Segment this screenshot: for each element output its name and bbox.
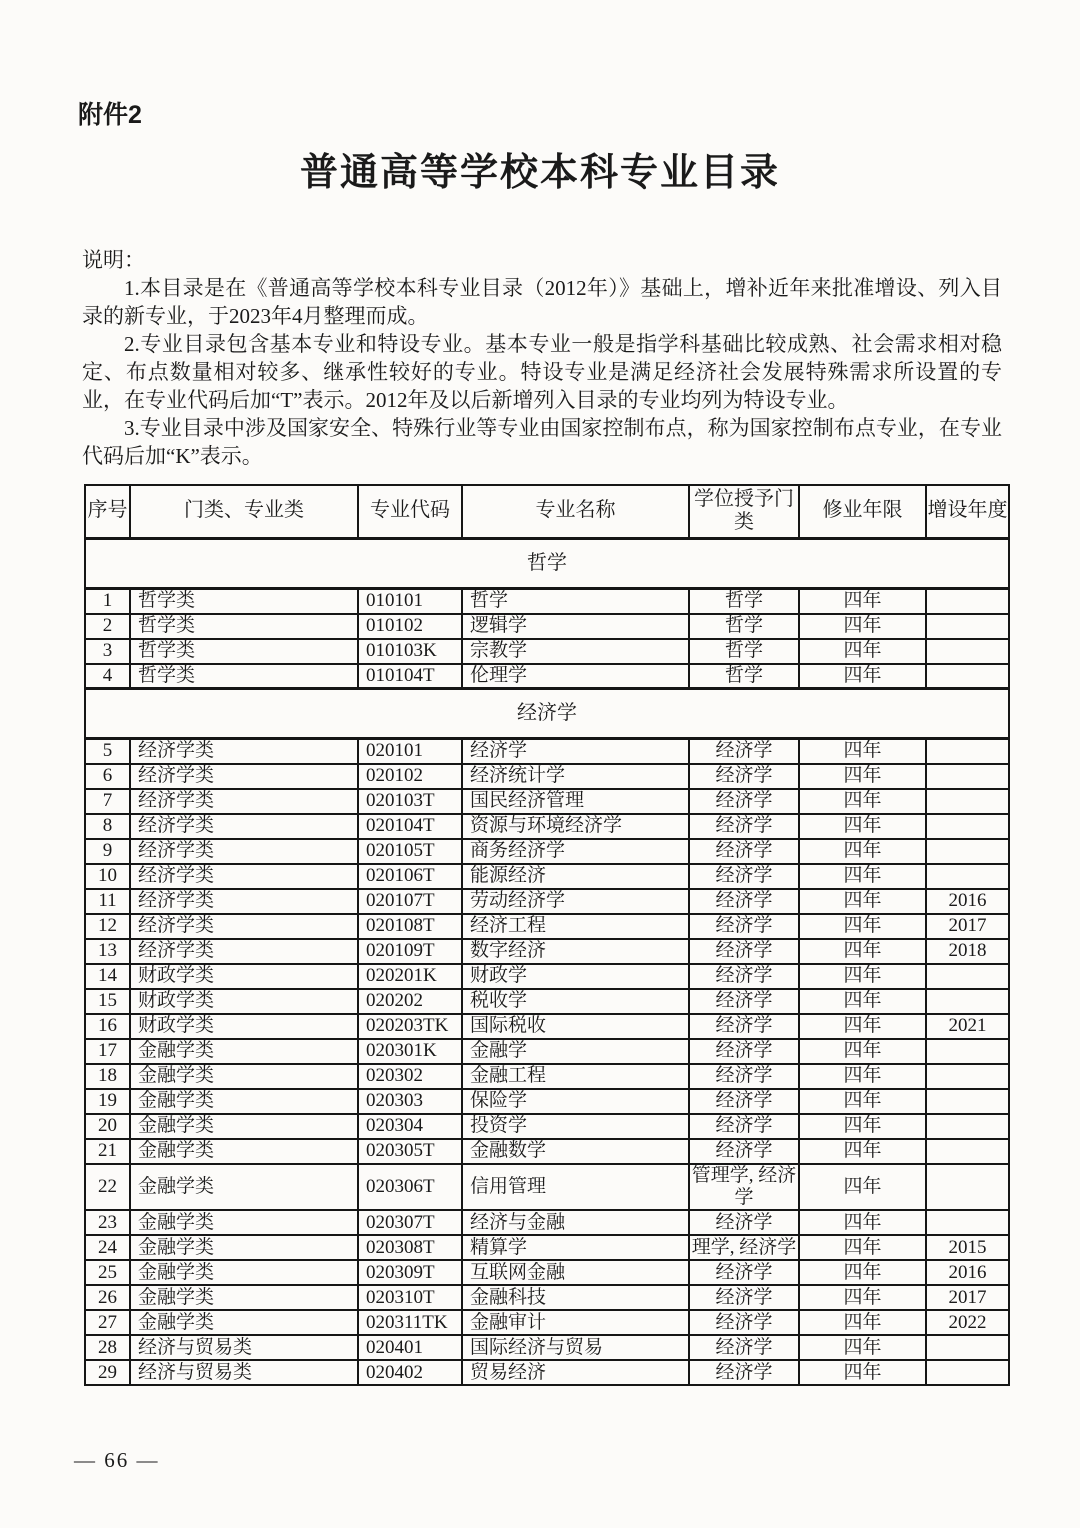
cell-added	[926, 1210, 1009, 1235]
cell-added	[926, 1139, 1009, 1164]
cell-no: 21	[85, 1139, 130, 1164]
table-row	[85, 1235, 1009, 1260]
cell-added: 2018	[926, 939, 1009, 964]
cell-added	[926, 864, 1009, 889]
cell-degree: 经济学	[689, 1089, 799, 1114]
cell-years: 四年	[799, 1310, 926, 1335]
cell-no: 10	[85, 864, 130, 889]
cell-no: 17	[85, 1039, 130, 1064]
cell-degree: 管理学, 经济学	[689, 1164, 799, 1211]
cell-no: 16	[85, 1014, 130, 1039]
cell-category: 金融学类	[130, 1039, 358, 1064]
cell-code: 020309T	[358, 1260, 462, 1285]
table-row	[85, 1014, 1009, 1039]
cell-major: 哲学	[462, 589, 689, 614]
cell-degree: 经济学	[689, 889, 799, 914]
cell-category: 财政学类	[130, 989, 358, 1014]
table-header-row	[85, 485, 1009, 539]
table-row	[85, 614, 1009, 639]
cell-added	[926, 989, 1009, 1014]
cell-years: 四年	[799, 789, 926, 814]
cell-no: 19	[85, 1089, 130, 1114]
cell-category: 金融学类	[130, 1064, 358, 1089]
table-row	[85, 789, 1009, 814]
cell-code: 020307T	[358, 1210, 462, 1235]
cell-major: 经济工程	[462, 914, 689, 939]
cell-major: 贸易经济	[462, 1360, 689, 1385]
cell-years: 四年	[799, 1210, 926, 1235]
cell-years: 四年	[799, 914, 926, 939]
table-row	[85, 739, 1009, 764]
cell-years: 四年	[799, 739, 926, 764]
majors-table	[84, 484, 1010, 1387]
cell-years: 四年	[799, 1260, 926, 1285]
cell-category: 金融学类	[130, 1089, 358, 1114]
cell-no: 18	[85, 1064, 130, 1089]
cell-code: 020107T	[358, 889, 462, 914]
cell-no: 15	[85, 989, 130, 1014]
table-row	[85, 889, 1009, 914]
cell-degree: 哲学	[689, 639, 799, 664]
cell-major: 资源与环境经济学	[462, 814, 689, 839]
cell-code: 020306T	[358, 1164, 462, 1211]
section-title: 哲学	[85, 539, 1009, 589]
cell-years: 四年	[799, 1335, 926, 1360]
cell-major: 商务经济学	[462, 839, 689, 864]
col-header-years: 修业年限	[799, 485, 926, 539]
cell-category: 财政学类	[130, 964, 358, 989]
cell-code: 020201K	[358, 964, 462, 989]
table-row	[85, 1335, 1009, 1360]
cell-degree: 经济学	[689, 864, 799, 889]
cell-degree: 经济学	[689, 739, 799, 764]
cell-no: 22	[85, 1164, 130, 1211]
cell-major: 互联网金融	[462, 1260, 689, 1285]
cell-degree: 经济学	[689, 1114, 799, 1139]
cell-category: 金融学类	[130, 1139, 358, 1164]
cell-years: 四年	[799, 664, 926, 689]
cell-added	[926, 764, 1009, 789]
cell-added	[926, 1114, 1009, 1139]
cell-category: 经济学类	[130, 764, 358, 789]
cell-major: 金融学	[462, 1039, 689, 1064]
table-row	[85, 1139, 1009, 1164]
cell-no: 2	[85, 614, 130, 639]
table-row	[85, 1089, 1009, 1114]
cell-category: 经济学类	[130, 889, 358, 914]
table-row	[85, 1039, 1009, 1064]
cell-major: 能源经济	[462, 864, 689, 889]
cell-degree: 理学, 经济学	[689, 1235, 799, 1260]
cell-category: 金融学类	[130, 1310, 358, 1335]
cell-category: 经济学类	[130, 789, 358, 814]
cell-added	[926, 1089, 1009, 1114]
cell-code: 020301K	[358, 1039, 462, 1064]
table-row	[85, 764, 1009, 789]
cell-code: 020106T	[358, 864, 462, 889]
cell-code: 010104T	[358, 664, 462, 689]
cell-major: 金融数学	[462, 1139, 689, 1164]
cell-added: 2021	[926, 1014, 1009, 1039]
cell-years: 四年	[799, 839, 926, 864]
cell-category: 哲学类	[130, 664, 358, 689]
cell-category: 财政学类	[130, 1014, 358, 1039]
cell-years: 四年	[799, 1164, 926, 1211]
cell-no: 26	[85, 1285, 130, 1310]
cell-code: 020102	[358, 764, 462, 789]
cell-code: 020310T	[358, 1285, 462, 1310]
cell-degree: 经济学	[689, 1014, 799, 1039]
notes-heading: 说明：	[82, 247, 145, 272]
table-row	[85, 1114, 1009, 1139]
cell-no: 11	[85, 889, 130, 914]
page-number: — 66 —	[74, 1448, 160, 1472]
cell-code: 010101	[358, 589, 462, 614]
note-paragraph-2: 2.专业目录包含基本专业和特设专业。基本专业一般是指学科基础比较成熟、社会需求相对稳定、布点数量相对较多、继承性较好的专业。特设专业是满足经济社会发展特殊需求所设置的专业，在专业代码后加“T”表示。2012年及以后新增列入目录的专业均列为特设专业。	[82, 331, 1002, 412]
cell-major: 金融审计	[462, 1310, 689, 1335]
cell-no: 23	[85, 1210, 130, 1235]
cell-years: 四年	[799, 589, 926, 614]
section-title: 经济学	[85, 689, 1009, 739]
cell-years: 四年	[799, 989, 926, 1014]
cell-category: 经济学类	[130, 939, 358, 964]
cell-added	[926, 639, 1009, 664]
cell-code: 020303	[358, 1089, 462, 1114]
col-header-degree: 学位授予门类	[689, 485, 799, 539]
cell-degree: 经济学	[689, 764, 799, 789]
cell-code: 020104T	[358, 814, 462, 839]
cell-degree: 经济学	[689, 1310, 799, 1335]
cell-years: 四年	[799, 1360, 926, 1385]
cell-years: 四年	[799, 939, 926, 964]
cell-added: 2016	[926, 889, 1009, 914]
cell-no: 28	[85, 1335, 130, 1360]
cell-major: 国民经济管理	[462, 789, 689, 814]
cell-degree: 哲学	[689, 664, 799, 689]
cell-code: 020105T	[358, 839, 462, 864]
cell-added: 2017	[926, 914, 1009, 939]
cell-major: 金融工程	[462, 1064, 689, 1089]
cell-added: 2022	[926, 1310, 1009, 1335]
cell-major: 信用管理	[462, 1164, 689, 1211]
cell-category: 金融学类	[130, 1114, 358, 1139]
cell-category: 经济与贸易类	[130, 1335, 358, 1360]
cell-category: 金融学类	[130, 1235, 358, 1260]
cell-major: 伦理学	[462, 664, 689, 689]
note-paragraph-3: 3.专业目录中涉及国家安全、特殊行业等专业由国家控制布点，称为国家控制布点专业，在专业代码后加“K”表示。	[82, 415, 1002, 468]
cell-degree: 经济学	[689, 814, 799, 839]
cell-degree: 经济学	[689, 914, 799, 939]
cell-no: 14	[85, 964, 130, 989]
cell-major: 经济学	[462, 739, 689, 764]
cell-code: 020305T	[358, 1139, 462, 1164]
cell-code: 020304	[358, 1114, 462, 1139]
cell-years: 四年	[799, 1114, 926, 1139]
cell-added	[926, 814, 1009, 839]
col-header-no: 序号	[85, 485, 130, 539]
table-row	[85, 964, 1009, 989]
cell-years: 四年	[799, 864, 926, 889]
cell-major: 金融科技	[462, 1285, 689, 1310]
table-row	[85, 1210, 1009, 1235]
cell-major: 税收学	[462, 989, 689, 1014]
notes-section	[82, 246, 1002, 470]
cell-code: 020402	[358, 1360, 462, 1385]
cell-degree: 经济学	[689, 989, 799, 1014]
attachment-label: 附件2	[78, 101, 142, 129]
table-row	[85, 1164, 1009, 1211]
cell-category: 哲学类	[130, 614, 358, 639]
table-row	[85, 939, 1009, 964]
cell-added: 2017	[926, 1285, 1009, 1310]
cell-no: 3	[85, 639, 130, 664]
cell-years: 四年	[799, 764, 926, 789]
cell-category: 金融学类	[130, 1210, 358, 1235]
cell-years: 四年	[799, 1089, 926, 1114]
section-row	[85, 539, 1009, 589]
cell-years: 四年	[799, 1064, 926, 1089]
cell-no: 6	[85, 764, 130, 789]
cell-no: 1	[85, 589, 130, 614]
cell-code: 020308T	[358, 1235, 462, 1260]
cell-degree: 经济学	[689, 1064, 799, 1089]
cell-code: 020311TK	[358, 1310, 462, 1335]
cell-code: 020108T	[358, 914, 462, 939]
cell-category: 金融学类	[130, 1285, 358, 1310]
table-row	[85, 814, 1009, 839]
table-row	[85, 664, 1009, 689]
cell-major: 保险学	[462, 1089, 689, 1114]
page-title: 普通高等学校本科专业目录	[299, 152, 780, 194]
table-row	[85, 1064, 1009, 1089]
col-header-major: 专业名称	[462, 485, 689, 539]
cell-no: 25	[85, 1260, 130, 1285]
cell-category: 经济学类	[130, 814, 358, 839]
cell-degree: 经济学	[689, 1139, 799, 1164]
table-row	[85, 989, 1009, 1014]
cell-added	[926, 1335, 1009, 1360]
cell-code: 020202	[358, 989, 462, 1014]
cell-degree: 经济学	[689, 1210, 799, 1235]
cell-no: 9	[85, 839, 130, 864]
cell-added	[926, 1039, 1009, 1064]
cell-degree: 哲学	[689, 589, 799, 614]
cell-degree: 经济学	[689, 964, 799, 989]
cell-category: 经济学类	[130, 864, 358, 889]
table-row	[85, 1285, 1009, 1310]
section-row	[85, 689, 1009, 739]
table-row	[85, 914, 1009, 939]
note-paragraph-1: 1.本目录是在《普通高等学校本科专业目录（2012年）》基础上，增补近年来批准增设、列入目录的新专业，于2023年4月整理而成。	[82, 275, 1002, 328]
cell-major: 宗教学	[462, 639, 689, 664]
cell-added	[926, 664, 1009, 689]
cell-degree: 经济学	[689, 1335, 799, 1360]
cell-category: 哲学类	[130, 589, 358, 614]
cell-years: 四年	[799, 964, 926, 989]
cell-added	[926, 839, 1009, 864]
cell-added	[926, 1064, 1009, 1089]
cell-degree: 经济学	[689, 1285, 799, 1310]
cell-added	[926, 1360, 1009, 1385]
cell-category: 经济与贸易类	[130, 1360, 358, 1385]
col-header-added: 增设年度	[926, 485, 1009, 539]
cell-years: 四年	[799, 1139, 926, 1164]
cell-category: 金融学类	[130, 1260, 358, 1285]
cell-category: 哲学类	[130, 639, 358, 664]
cell-added	[926, 614, 1009, 639]
cell-category: 经济学类	[130, 839, 358, 864]
cell-code: 020401	[358, 1335, 462, 1360]
cell-code: 020109T	[358, 939, 462, 964]
cell-code: 020103T	[358, 789, 462, 814]
cell-degree: 经济学	[689, 789, 799, 814]
cell-added	[926, 964, 1009, 989]
table-row	[85, 1260, 1009, 1285]
cell-no: 29	[85, 1360, 130, 1385]
cell-added	[926, 589, 1009, 614]
cell-no: 8	[85, 814, 130, 839]
cell-added	[926, 789, 1009, 814]
cell-major: 逻辑学	[462, 614, 689, 639]
cell-no: 24	[85, 1235, 130, 1260]
table-row	[85, 1360, 1009, 1385]
cell-degree: 经济学	[689, 1260, 799, 1285]
cell-added	[926, 1164, 1009, 1211]
col-header-category: 门类、专业类	[130, 485, 358, 539]
cell-years: 四年	[799, 1039, 926, 1064]
cell-degree: 经济学	[689, 839, 799, 864]
table-row	[85, 864, 1009, 889]
table-row	[85, 1310, 1009, 1335]
table-row	[85, 589, 1009, 614]
cell-major: 精算学	[462, 1235, 689, 1260]
cell-major: 财政学	[462, 964, 689, 989]
cell-degree: 哲学	[689, 614, 799, 639]
cell-code: 010103K	[358, 639, 462, 664]
cell-years: 四年	[799, 1285, 926, 1310]
cell-years: 四年	[799, 639, 926, 664]
cell-no: 5	[85, 739, 130, 764]
cell-degree: 经济学	[689, 939, 799, 964]
cell-no: 12	[85, 914, 130, 939]
cell-no: 20	[85, 1114, 130, 1139]
cell-code: 020101	[358, 739, 462, 764]
cell-years: 四年	[799, 889, 926, 914]
cell-added: 2015	[926, 1235, 1009, 1260]
cell-no: 27	[85, 1310, 130, 1335]
cell-years: 四年	[799, 1235, 926, 1260]
cell-code: 020203TK	[358, 1014, 462, 1039]
cell-code: 010102	[358, 614, 462, 639]
cell-degree: 经济学	[689, 1360, 799, 1385]
cell-no: 7	[85, 789, 130, 814]
cell-major: 劳动经济学	[462, 889, 689, 914]
cell-category: 金融学类	[130, 1164, 358, 1211]
cell-major: 国际税收	[462, 1014, 689, 1039]
table-row	[85, 639, 1009, 664]
cell-added: 2016	[926, 1260, 1009, 1285]
cell-major: 经济与金融	[462, 1210, 689, 1235]
cell-major: 经济统计学	[462, 764, 689, 789]
cell-no: 4	[85, 664, 130, 689]
cell-major: 数字经济	[462, 939, 689, 964]
cell-major: 国际经济与贸易	[462, 1335, 689, 1360]
cell-years: 四年	[799, 614, 926, 639]
cell-major: 投资学	[462, 1114, 689, 1139]
cell-category: 经济学类	[130, 739, 358, 764]
cell-years: 四年	[799, 1014, 926, 1039]
col-header-code: 专业代码	[358, 485, 462, 539]
cell-code: 020302	[358, 1064, 462, 1089]
cell-years: 四年	[799, 814, 926, 839]
cell-added	[926, 739, 1009, 764]
table-row	[85, 839, 1009, 864]
cell-degree: 经济学	[689, 1039, 799, 1064]
cell-no: 13	[85, 939, 130, 964]
cell-category: 经济学类	[130, 914, 358, 939]
